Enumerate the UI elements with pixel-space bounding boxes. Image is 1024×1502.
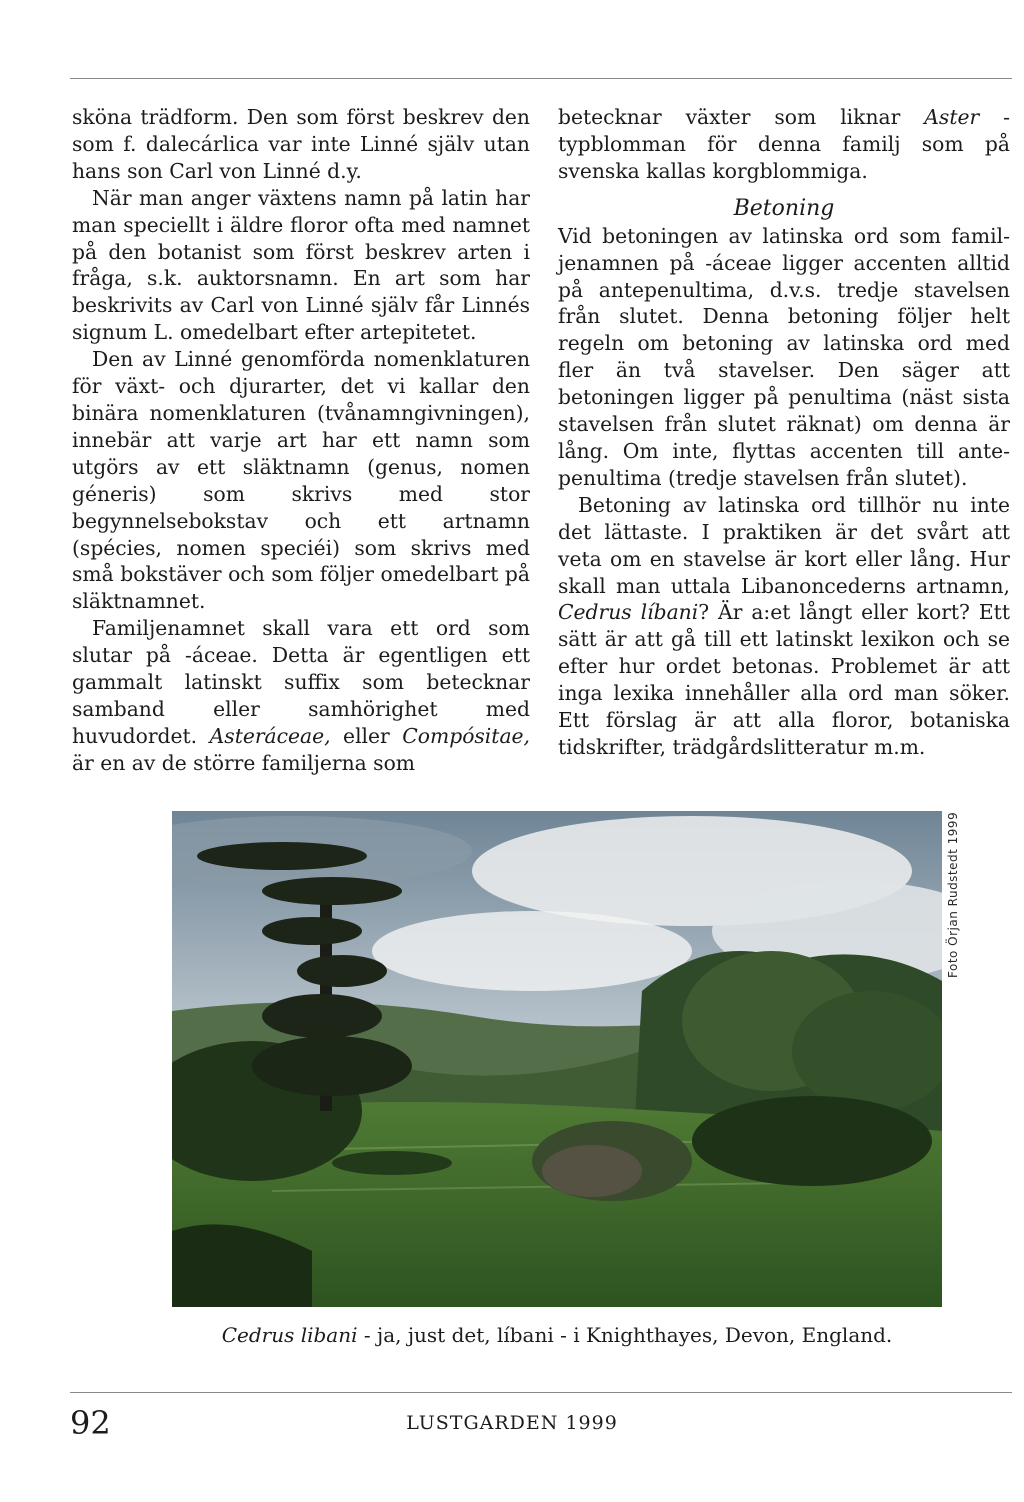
cedrus-libani-term: Cedrus líbani	[558, 600, 699, 625]
right-paragraph-1: Vid betoningen av latinska ord som familjenamnen på -áceae ligger accenten alltid på antepenultima, d.v.s. tredje stavelsen från slutet. Denna betoning följer helt regeln om betoning av latinska ord med fler än två stavelser. Den säger att betoningen ligger på penultima (näst sista stavelsen från slutet räknat) om denna är lång. Om inte, flyttas accenten till antepenultima (tredje stavelsen från slutet).	[558, 223, 1010, 490]
cedar-tier	[252, 1036, 412, 1096]
page-number: 92	[70, 1404, 111, 1442]
caption-text: - ja, just det, líbani - i Knighthayes, Devon, England.	[357, 1323, 893, 1347]
right-paragraph-2-part-a: Betoning av latinska ord tillhör nu inte det lättaste. I praktiken är det svårt att veta om en stavelse är kort eller lång. Hur skall man uttala Libanoncederns artnamn,	[558, 492, 1010, 598]
right-paragraph-2	[558, 492, 1010, 761]
caption-species: Cedrus libani	[221, 1323, 358, 1347]
photo-credit: Foto Örjan Rudstedt 1999	[946, 811, 960, 978]
cloud	[372, 911, 692, 991]
left-paragraph-1: sköna trädform. Den som först beskrev den som f. dalecárlica var inte Linné själv utan hans son Carl von Linné d.y.	[72, 105, 530, 183]
shrub-right	[692, 1096, 932, 1186]
compositae-term: Compósitae,	[402, 723, 530, 748]
left-paragraph-4-part-b: eller	[330, 723, 403, 748]
cedar-tier	[262, 917, 362, 945]
photo-caption	[172, 1322, 942, 1348]
bottom-rule	[70, 1392, 1012, 1393]
aster-term: Aster	[924, 105, 980, 129]
flowering-shrub	[542, 1145, 642, 1197]
right-intro-part-a: betecknar växter som liknar	[558, 105, 925, 129]
asteraceae-term: Asteráceae,	[209, 723, 331, 748]
right-intro	[558, 104, 1010, 185]
left-paragraph-3: Den av Linné genomförda nomenklaturen för växt- och djurarter, det vi kallar den binära nomenklaturen (tvånamngivningen), innebär att varje art har ett namn som utgörs av ett släktnamn (genus, nomen géneris) som skrivs med stor begynnelsebokstav och ett artnamn (spécies, nomen speciéi) som skrivs med små bokstäver och som följer omedelbart på släktnamnet.	[72, 347, 530, 614]
left-paragraph-2: När man anger växtens namn på latin har man speciellt i äldre floror ofta med namnet på den botanist som först beskrev arten i fråga, s.k. auktorsnamn. En art som har beskrivits av Carl von Linné själv får Linnés signum L. omedelbart efter artepitetet.	[72, 185, 530, 345]
journal-footer: LUSTGARDEN 1999	[406, 1412, 618, 1434]
hedge	[332, 1151, 452, 1175]
right-paragraph-2-part-b: ? Är a:et långt eller kort? Ett sätt är att gå till ett latinskt lexikon och se efter hur ordet betonas. Problemet är att inga lexika innehåller alla ord man söker. Ett förslag är att alla floror, botaniska tidskrifter, trädgårdslitteratur m.m.	[558, 600, 1010, 759]
cedar-garden-illustration	[172, 811, 942, 1307]
left-column	[72, 104, 530, 777]
top-rule	[70, 78, 1012, 79]
cedar-tier	[297, 955, 387, 987]
cedar-tier	[262, 877, 402, 905]
right-column	[558, 104, 1010, 761]
left-paragraph-4-part-a: Familjenamnet skall vara ett ord som slutar på -áceae. Detta är egentligen ett gammalt latinskt suffix som betecknar samband eller samhörighet med huvudordet.	[72, 616, 530, 748]
left-paragraph-4	[72, 615, 530, 776]
garden-photo	[172, 811, 942, 1307]
cedar-tier	[262, 994, 382, 1038]
right-intro-part-b: - typblomman för denna familj som på svenska kallas korgblommiga.	[558, 105, 1010, 183]
cedar-tier	[197, 842, 367, 870]
left-paragraph-4-part-c: är en av de större familjerna som	[72, 750, 416, 775]
section-heading: Betoning	[733, 195, 835, 221]
